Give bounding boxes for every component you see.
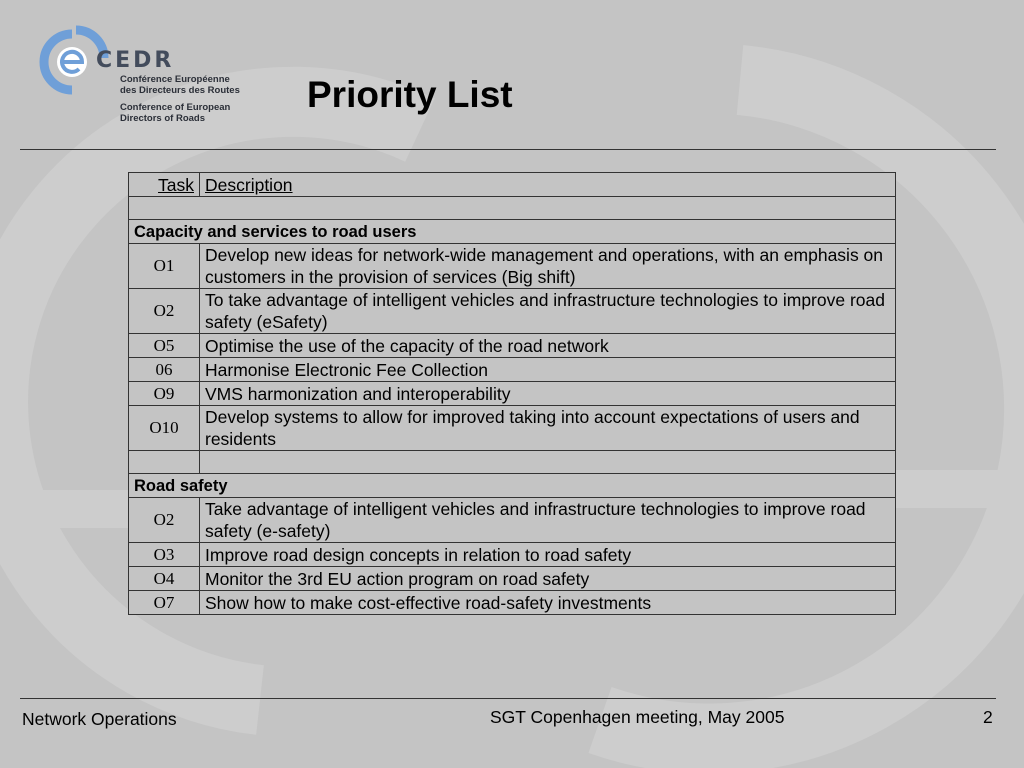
logo-french-line-1: Conférence Européenne (120, 74, 230, 85)
task-id: O2 (129, 498, 200, 543)
task-description: Optimise the use of the capacity of the road network (200, 334, 896, 358)
task-id: O3 (129, 543, 200, 567)
section-header-row (129, 474, 896, 498)
logo-english-line-1: Conference of European (120, 102, 231, 113)
table-row (129, 358, 896, 382)
table-row (129, 591, 896, 615)
logo-french-line-2: des Directeurs des Routes (120, 85, 240, 96)
table-spacer-row (129, 197, 896, 220)
task-description: VMS harmonization and interoperability (200, 382, 896, 406)
task-id: O2 (129, 289, 200, 334)
task-id: O7 (129, 591, 200, 615)
table-row (129, 498, 896, 543)
logo-english-name (120, 102, 230, 124)
table-spacer-row (129, 451, 896, 474)
task-description: To take advantage of intelligent vehicles and infrastructure technologies to improve road safety (eSafety) (200, 289, 896, 334)
header-task: Task (129, 173, 200, 197)
logo-wordmark: CEDR (96, 48, 175, 73)
page-number: 2 (983, 707, 993, 727)
footer-meeting-text: SGT Copenhagen meeting, May 2005 (490, 707, 785, 727)
task-id: O9 (129, 382, 200, 406)
table-row (129, 244, 896, 289)
header-description: Description (200, 173, 896, 197)
footer-divider (20, 698, 996, 699)
task-id: 06 (129, 358, 200, 382)
table-row (129, 382, 896, 406)
table-row (129, 543, 896, 567)
task-id: O5 (129, 334, 200, 358)
logo-english-line-2: Directors of Roads (120, 113, 205, 124)
footer-left-text: Network Operations (22, 709, 177, 729)
logo-french-name (120, 74, 240, 96)
section-title: Road safety (129, 474, 896, 498)
task-id: O1 (129, 244, 200, 289)
table-row (129, 406, 896, 451)
table-row (129, 289, 896, 334)
table-row (129, 567, 896, 591)
slide-title: Priority List (307, 74, 513, 115)
table-row (129, 334, 896, 358)
section-title: Capacity and services to road users (129, 220, 896, 244)
task-description: Take advantage of intelligent vehicles and infrastructure technologies to improve road safety (e-safety) (200, 498, 896, 543)
task-description: Develop new ideas for network-wide management and operations, with an emphasis on customers in the provision of services (Big shift) (200, 244, 896, 289)
task-id: O4 (129, 567, 200, 591)
table-header-row (129, 173, 896, 197)
task-description: Monitor the 3rd EU action program on road safety (200, 567, 896, 591)
section-header-row (129, 220, 896, 244)
task-description: Improve road design concepts in relation to road safety (200, 543, 896, 567)
cedr-logo (32, 24, 252, 128)
task-description: Develop systems to allow for improved taking into account expectations of users and residents (200, 406, 896, 451)
task-description: Show how to make cost-effective road-safety investments (200, 591, 896, 615)
task-id: O10 (129, 406, 200, 451)
priority-table (128, 172, 896, 615)
header-divider (20, 149, 996, 150)
task-description: Harmonise Electronic Fee Collection (200, 358, 896, 382)
